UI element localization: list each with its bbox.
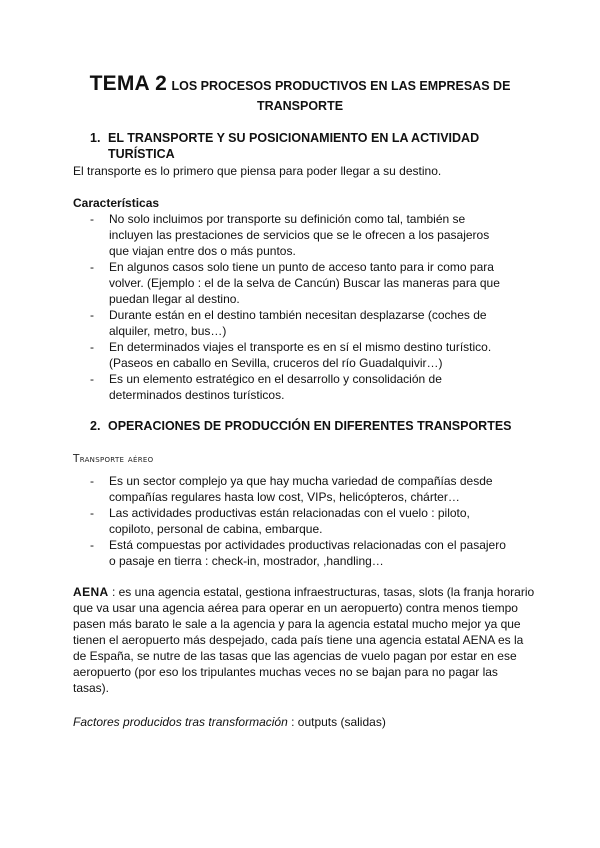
- section1-title: EL TRANSPORTE Y SU POSICIONAMIENTO EN LA ACTIVIDAD TURÍSTICA: [108, 131, 480, 161]
- page-title: [70, 74, 530, 116]
- list-item: - En determinados viajes el transporte es en sí el mismo destino turístico. (Paseos en caballo en Sevilla, cruceros del río Guadalquivir…): [90, 340, 492, 370]
- title-subtitle-line1: LOS PROCESOS PRODUCTIVOS EN LAS EMPRESAS DE: [171, 79, 511, 93]
- air-transport-label: Transporte aéreo: [73, 453, 154, 465]
- aena-paragraph: [73, 584, 535, 696]
- list-item: - Durante están en el destino también necesitan desplazarse (coches de alquiler, metro, bus…): [90, 308, 487, 338]
- factores-italic: Factores producidos tras transformación: [73, 715, 288, 729]
- factores-paragraph: [73, 714, 535, 730]
- characteristics-list: [0, 211, 600, 403]
- title-subtitle-line2: TRANSPORTE: [256, 99, 344, 113]
- list-item: - Está compuestas por actividades productivas relacionadas con el pasajero o pasaje en tierra : check-in, mostrador, ,handling…: [90, 538, 506, 568]
- list-item: - No solo incluimos por transporte su definición como tal, también se incluyen las prestaciones de servicios que se le ofrecen a los pasajeros que viajan entre dos o más puntos.: [90, 212, 490, 258]
- section2-title: OPERACIONES DE PRODUCCIÓN EN DIFERENTES TRANSPORTES: [108, 419, 512, 433]
- list-item: - Es un elemento estratégico en el desarrollo y consolidación de determinados destinos turísticos.: [90, 372, 442, 402]
- list-item: - En algunos casos solo tiene un punto de acceso tanto para ir como para volver. (Ejemplo : el de la selva de Cancún) Buscar las maneras para que puedan llegar al destino.: [90, 260, 500, 306]
- section1-number: 1.: [90, 131, 101, 145]
- list-item: - Las actividades productivas están relacionadas con el vuelo : piloto, copiloto, personal de cabina, embarque.: [90, 506, 470, 536]
- factores-rest: : outputs (salidas): [287, 715, 386, 729]
- section2-number: 2.: [90, 419, 101, 433]
- air-transport-list: [0, 473, 600, 569]
- characteristics-heading: Características: [73, 196, 160, 210]
- section1-intro: El transporte es lo primero que piensa para poder llegar a su destino.: [73, 164, 442, 178]
- aena-text: : es una agencia estatal, gestiona infraestructuras, tasas, slots (la franja horario que va usar una agencia aérea para operar en un aeropuerto) contra menos tiempo pasen más barato le sale a la agencia y para la agencia estatal mucho mejor ya que tienen el aeropuerto más despejado, cada país tiene una agencia estatal AENA es la de España, se nutre de las tasas que las agencias de vuelo pagan por estar en ese aeropuerto (por eso los tripulantes muchas veces no se bajan para no pagar las tasas).: [73, 585, 535, 695]
- aena-label: AENA: [73, 585, 109, 599]
- list-item: - Es un sector complejo ya que hay mucha variedad de compañías desde compañías regulares hasta low cost, VIPs, helicópteros, chárter…: [90, 474, 493, 504]
- title-main: TEMA 2: [89, 72, 168, 95]
